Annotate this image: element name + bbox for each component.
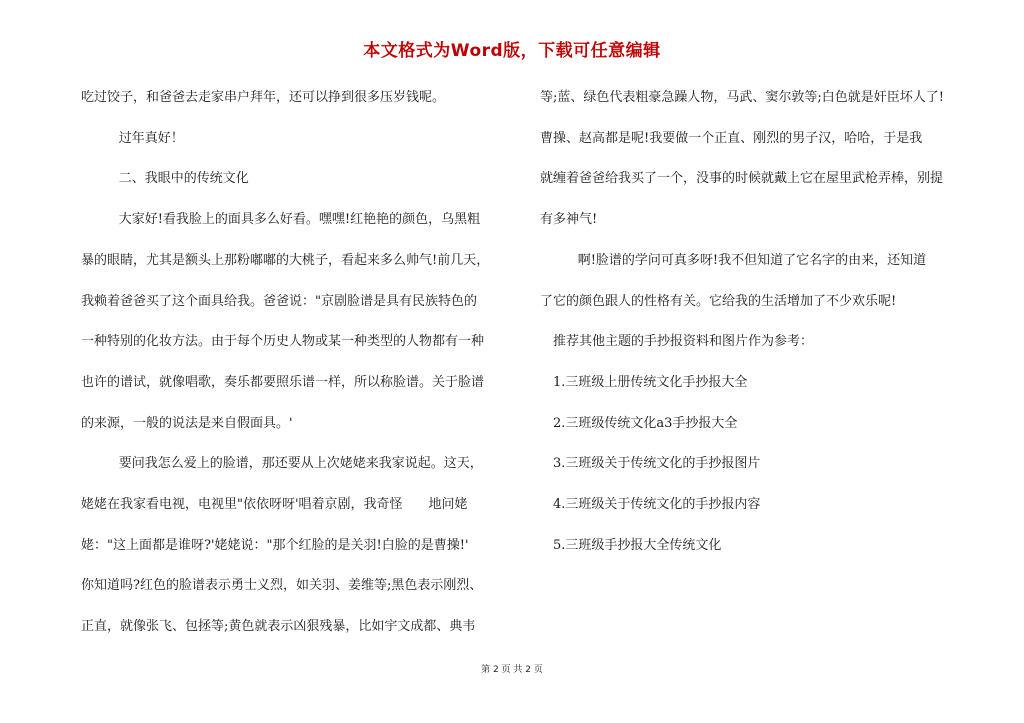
recommendation-item: 2.三班级传统文化a3手抄报大全 (553, 415, 738, 431)
paragraph-line: 有多神气! (540, 212, 598, 228)
page-number-footer: 第 2 页 共 2 页 (481, 665, 543, 675)
right-column (540, 78, 970, 566)
paragraph-line: 姥姥在我家看电视，电视里"依依呀呀'唱着京剧，我奇怪 地问姥 (81, 497, 468, 513)
recommendation-item: 3.三班级关于传统文化的手抄报图片 (553, 456, 761, 472)
paragraph-line: 的来源，一般的说法是来自假面具。' (81, 415, 293, 431)
paragraph-line: 一种特别的化妆方法。由于每个历史人物或某一种类型的人物都有一种 (81, 334, 485, 350)
paragraph-line: 也许的谱试，就像唱歌，奏乐都要照乐谱一样，所以称脸谱。关于脸谱 (81, 374, 485, 390)
recommendation-item: 4.三班级关于传统文化的手抄报内容 (553, 497, 761, 513)
left-column (81, 78, 513, 648)
paragraph-line: 过年真好！ (118, 130, 184, 146)
paragraph-line: 等;蓝、绿色代表粗豪急躁人物，马武、窦尔敦等;白色就是奸臣坏人了! (540, 90, 944, 105)
recommendation-item: 5.三班级手抄报大全传统文化 (553, 537, 722, 553)
paragraph-line: 吃过饺子，和爸爸去走家串户拜年，还可以挣到很多压岁钱呢。 (81, 90, 446, 105)
recommendation-intro: 推荐其他主题的手抄报资料和图片作为参考： (553, 334, 814, 350)
section-heading: 二、我眼中的传统文化 (118, 171, 249, 187)
paragraph-line: 正直，就像张飞、包拯等;黄色就表示凶狠残暴，比如宇文成都、典韦 (81, 619, 476, 635)
paragraph-line: 就缠着爸爸给我买了一个，没事的时候就戴上它在屋里武枪弄棒，别提 (540, 171, 944, 187)
recommendation-item: 1.三班级上册传统文化手抄报大全 (553, 374, 748, 390)
paragraph-line: 我赖着爸爸买了这个面具给我。爸爸说："京剧脸谱是具有民族特色的 (81, 293, 477, 309)
document-banner: 本文格式为Word版，下载可任意编辑 (363, 41, 661, 61)
paragraph-line: 了它的颜色跟人的性格有关。它给我的生活增加了不少欢乐呢! (540, 293, 897, 309)
paragraph-line: 啊!脸谱的学问可真多呀!我不但知道了它名字的由来，还知道 (577, 252, 927, 268)
paragraph-line: 姥："这上面都是谁呀?'姥姥说："那个红脸的是关羽!白脸的是曹操!' (81, 537, 469, 553)
paragraph-line: 要问我怎么爱上的脸谱，那还要从上次姥姥来我家说起。这天， (118, 456, 483, 472)
paragraph-line: 大家好!看我脸上的面具多么好看。嘿嘿!红艳艳的颜色，乌黑粗 (118, 212, 481, 228)
paragraph-line: 暴的眼睛，尤其是额头上那粉嘟嘟的大桃子，看起来多么帅气!前几天， (81, 252, 490, 268)
paragraph-line: 你知道吗?红色的脸谱表示勇士义烈，如关羽、姜维等;黑色表示刚烈、 (81, 578, 483, 594)
paragraph-line: 曹操、赵高都是呢!我要做一个正直、刚烈的男子汉，哈哈，于是我 (540, 130, 923, 146)
